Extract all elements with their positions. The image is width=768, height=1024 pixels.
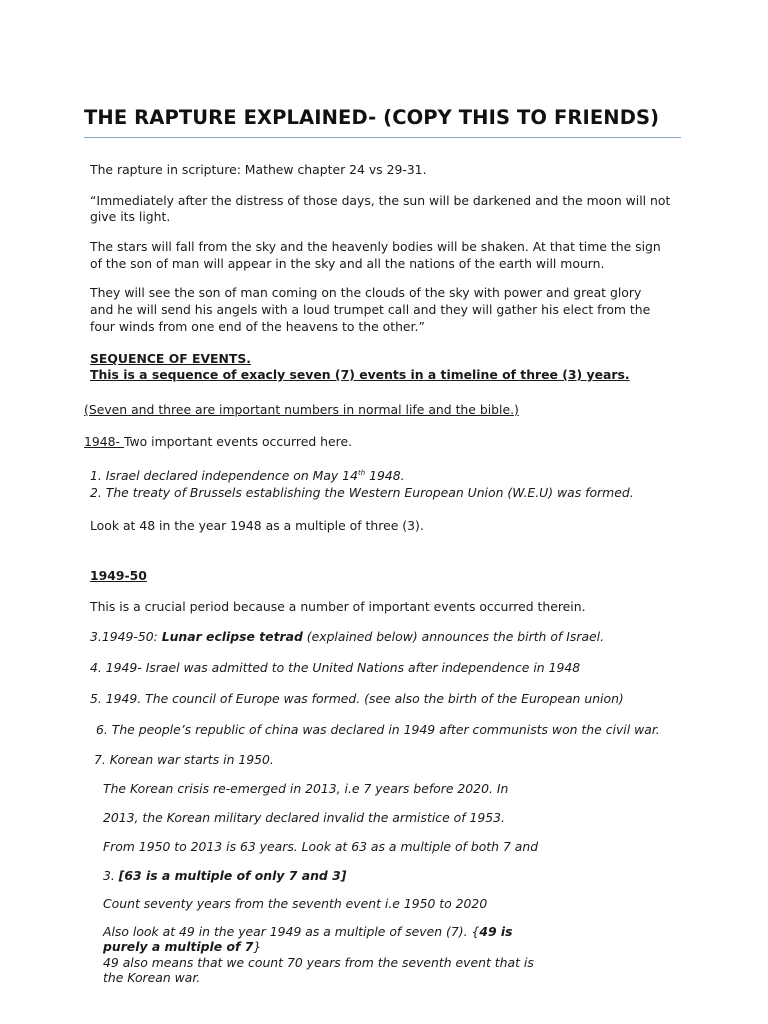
verse-1-line-1: “Immediately after the distress of those days, the sun will be darkened and the moon will not: [90, 193, 671, 208]
scripture-reference: The rapture in scripture: Mathew chapter 24 vs 29-31.: [90, 162, 427, 177]
numbers-note: (Seven and three are important numbers in normal life and the bible.): [84, 402, 519, 417]
multiple-1948: Look at 48 in the year 1948 as a multiple of three (3).: [90, 518, 424, 533]
verse-3-line-2: and he will send his angels with a loud trumpet call and they will gather his elect from the: [90, 302, 651, 317]
korea-line-3: From 1950 to 2013 is 63 years. Look at 63 as a multiple of both 7 and: [103, 839, 539, 854]
event-3-bold: Lunar eclipse tetrad: [161, 629, 303, 644]
event-3: [90, 628, 604, 645]
event-1-superscript: th: [357, 468, 366, 477]
event-5: 5. 1949. The council of Europe was formed. (see also the birth of the European union): [90, 691, 624, 706]
event-3-text: (explained below) announces the birth of Israel.: [302, 629, 605, 644]
also-line-2-bold: purely a multiple of 7: [103, 939, 254, 954]
event-1-text: 1. Israel declared independence on May 14: [90, 468, 358, 483]
korea-line-4: [103, 867, 346, 884]
also-line-2: [103, 938, 261, 955]
event-1-year: 1948.: [365, 468, 405, 483]
event-4: 4. 1949- Israel was admitted to the United Nations after independence in 1948: [90, 660, 581, 675]
verse-1-line-2: give its light.: [90, 209, 171, 224]
event-3-prefix: 3.1949-50:: [90, 629, 162, 644]
also-line-4: the Korean war.: [103, 970, 201, 985]
count-seventy-line: Count seventy years from the seventh event i.e 1950 to 2020: [103, 896, 488, 911]
korea-line-4-prefix: 3.: [103, 868, 119, 883]
year-1948-line: [84, 433, 352, 450]
also-line-1-bold: 49 is: [479, 924, 513, 939]
verse-3-line-1: They will see the son of man coming on the clouds of the sky with power and great glory: [90, 285, 642, 300]
verse-2-line-2: of the son of man will appear in the sky and all the nations of the earth will mourn.: [90, 256, 605, 271]
event-2: 2. The treaty of Brussels establishing the Western European Union (W.E.U) was formed.: [90, 485, 634, 500]
also-line-1-text: Also look at 49 in the year 1949 as a multiple of seven (7). {: [103, 924, 480, 939]
sequence-subheading: This is a sequence of exacly seven (7) events in a timeline of three (3) years.: [90, 367, 630, 382]
document-title: THE RAPTURE EXPLAINED- (COPY THIS TO FRIENDS): [84, 106, 660, 129]
verse-3-line-3: four winds from one end of the heavens to the other.”: [90, 319, 425, 334]
year-1949-label: 1949-50: [90, 568, 147, 583]
korea-line-4-bold: [63 is a multiple of only 7 and 3]: [118, 868, 347, 883]
sequence-heading: SEQUENCE OF EVENTS.: [90, 351, 251, 366]
event-6: 6. The people’s republic of china was declared in 1949 after communists won the civil war.: [96, 722, 660, 737]
year-1948-label: 1948-: [84, 434, 124, 449]
verse-2-line-1: The stars will fall from the sky and the heavenly bodies will be shaken. At that time the sign: [90, 239, 661, 254]
event-1: [90, 467, 405, 484]
also-line-3: 49 also means that we count 70 years from the seventh event that is: [103, 955, 534, 970]
korea-line-2: 2013, the Korean military declared invalid the armistice of 1953.: [103, 810, 505, 825]
year-1949-intro: This is a crucial period because a number of important events occurred therein.: [90, 599, 586, 614]
event-7: 7. Korean war starts in 1950.: [94, 752, 274, 767]
title-underline-rule: [84, 137, 681, 138]
korea-line-1: The Korean crisis re-emerged in 2013, i.e 7 years before 2020. In: [103, 781, 509, 796]
also-line-2-brace: }: [253, 939, 262, 954]
year-1948-text: Two important events occurred here.: [123, 434, 353, 449]
